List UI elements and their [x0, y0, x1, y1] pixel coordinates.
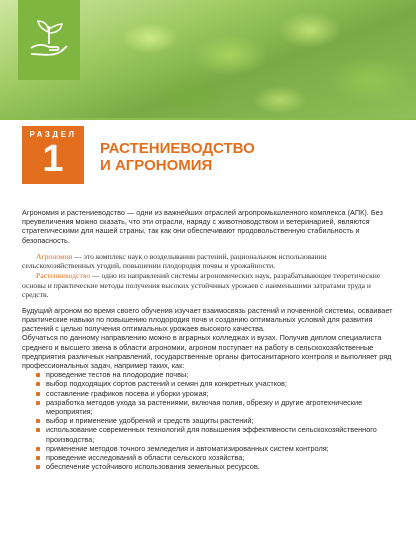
- list-item: выбор и применение удобрений и средств защиты растений;: [36, 416, 398, 425]
- definition-plant-growing: [22, 271, 398, 300]
- term-agronomy: Агрономия: [36, 251, 73, 261]
- chapter-icon-box: [18, 0, 80, 80]
- task-list: [22, 370, 398, 471]
- chapter-title: [100, 140, 360, 174]
- body-text: [22, 208, 398, 471]
- list-item: составление графиков посева и уборки урожая;: [36, 389, 398, 398]
- definition-plant-growing-text: — одно из направлений системы агрономических наук, разрабатывающее теоретические основы и практические методы получения высоких устойчивых урожаев с наименьшими затратами труда и средств.: [22, 271, 381, 300]
- hand-sprout-icon: [27, 18, 71, 62]
- section-label: РАЗДЕЛ: [29, 130, 77, 139]
- future-agronomist-paragraph: Будущий агроном во время своего обучения изучает взаимосвязь растений и почвенной системы, осваивает практические навыки по повышению плодородия почв и созданию оптимальных условий для развития растений с целью получения оптимальных урожаев высокого качества.: [22, 305, 393, 334]
- section-badge: [22, 126, 84, 184]
- list-item: применение методов точного земледелия и автоматизированных систем контроля;: [36, 444, 398, 453]
- header-divider: [0, 118, 416, 120]
- definition-agronomy-text: — это комплекс наук о возделывании растений, рациональном использовании сельскохозяйственных угодий, повышении плодородия почвы и урожайности.: [22, 251, 327, 271]
- list-item: использование современных технологий для повышения эффективности сельскохозяйственного производства;: [36, 425, 398, 443]
- term-plant-growing: Растениеводство: [36, 271, 91, 280]
- list-item: разработка методов ухода за растениями, включая полив, обрезку и другие агротехнические мероприятия;: [36, 398, 398, 416]
- intro-paragraph: Агрономия и растениеводство — одни из важнейших отраслей агропромышленного комплекса (АПК). Без преувеличения можно сказать, что эти отрасли, наряду с животноводством и ветеринарией, являются стратегическими для нашей страны, так как они обеспечивают продовольственную стабильность и безопасность.: [22, 208, 383, 245]
- list-item: проведение исследований в области сельского хозяйства;: [36, 453, 398, 462]
- study-paragraph: Обучаться по данному направлению можно в аграрных колледжах и вузах. Получив диплом специалиста среднего и высшего звена в области агрономии, агроном поступает на работу в сельскохозяйственные предприятия различных направлений, государственные органы фитосанитарного контроля и выполняет ряд профессиональных задач, например таких, как:: [22, 333, 392, 370]
- list-item: обеспечение устойчивого использования земельных ресурсов.: [36, 462, 398, 471]
- list-item: выбор подходящих сортов растений и семян для конкретных участков;: [36, 379, 398, 388]
- section-number: 1: [42, 138, 64, 180]
- list-item: проведение тестов на плодородие почвы;: [36, 370, 398, 379]
- definition-agronomy: [22, 252, 398, 271]
- chapter-title-line-2: И АГРОНОМИЯ: [100, 157, 213, 174]
- chapter-title-line-1: РАСТЕНИЕВОДСТВО: [100, 140, 255, 157]
